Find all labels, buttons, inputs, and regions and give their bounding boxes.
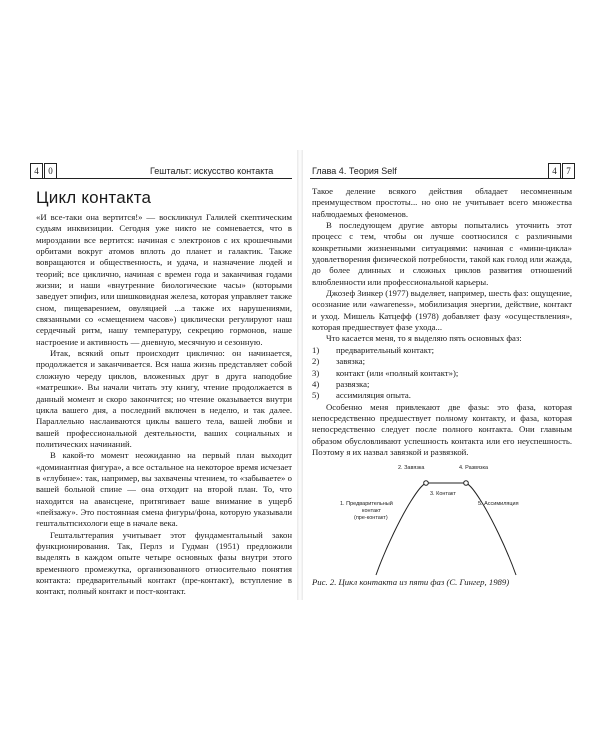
section-title: Цикл контакта xyxy=(36,188,152,207)
header-rule xyxy=(30,178,292,179)
list-item: 4) развязка; xyxy=(312,378,370,389)
phase-list xyxy=(312,345,572,402)
paragraph: Джозеф Зинкер (1977) выделяет, например, шесть фаз: ощущение, осознание или «awareness», мобилизация энергии, действие, контакт и уход. Мишель Катцефф (1978) добавляет фазу «осуществления», которая предшествует фазе ухода... xyxy=(312,288,572,333)
running-head: Глава 4. Теория Self xyxy=(312,166,397,176)
label-kontakt: 3. Контакт xyxy=(430,491,456,497)
list-item: 5) ассимиляция опыта. xyxy=(312,390,411,401)
paragraph: «И все-таки она вертится!» — воскликнул Галилей скептическим судьям инквизиции. Сегодня уже никто не сомневается, что в мироздании все вертится: начиная с электронов с их крошечными орбитами вокруг атомов вплоть до планет и галактик. Также вовращаются и общественность, и удача, и назначение людей и теорий; все циклично, начиная с времен года и заканчивая годами жизни; и наши «внутренние биологические часы» (которыми заведует эпифиз, или шишковидная железа, которая управляет также сном, пищеварением, овуляцией ...а также их нарушениями, связанными со «смещением часов») циклически регулируют наш сердечный ритм, нашу температуру, секрецию гормонов, наше настроение и активность — дневную, месячную и сезонную. xyxy=(36,212,292,347)
page-number: 4 0 xyxy=(30,163,58,179)
body-text xyxy=(36,212,292,598)
node-razvyazka xyxy=(464,481,469,486)
list-item: 3) контакт (или «полный контакт»); xyxy=(312,367,459,378)
list-item: 1) предварительный контакт; xyxy=(312,344,435,355)
label-precontact: контакт xyxy=(362,508,382,514)
paragraph: В какой-то момент неожиданно на первый план выходит «доминантная фигура», а все остальное на некоторое время исчезает в «глубине»: так, например, вы захвачены чтением, то «забываете» о вашей больной спине — она отходит на второй план. То, что находится на авансцене, притягивает ваше внимание в ущерб «пейзажу». Это постоянная смена фигуры/фона, которую указывали гештальтпсихологи еще в начале века. xyxy=(36,450,292,529)
paragraph: Итак, всякий опыт происходит циклично: он начинается, продолжается и заканчивается. Вся наша жизнь представляет собой сложную череду циклов, вложенных друг в друга наподобие «матрешки». Вы начали читать эту книгу, чтение продолжается в данный момент и скоро закончится; но чтение оказывается внутри цикла вашего дня, а последний включен в неделю, и так далее. Параллельно наслаиваются циклы вашего тела, вашей любви и вашей профессиональной деятельности, ваших социальных и политических начинаний. xyxy=(36,348,292,449)
paragraph: Гештальттерапия учитывает этот фундаментальный закон функционирования. Так, Перлз и Гудман (1951) предложили выделять в каждом опыте четыре основных фазы внутри этого временного промежутка, организованного относительно понятия контакта: предварительный контакт (пре-контакт), вступление в контакт, полный контакт и пост-контакт. xyxy=(36,529,292,597)
label-assimilation: 5. Ассимиляция xyxy=(478,501,519,507)
label-razvyazka: 4. Развязка xyxy=(459,465,489,471)
list-item: 2) завязка; xyxy=(312,356,366,367)
running-head: Гештальт: искусство контакта xyxy=(150,166,274,176)
body-text xyxy=(312,186,572,458)
contact-cycle-figure xyxy=(326,457,566,577)
label-precontact: (пре-контакт) xyxy=(354,515,388,521)
paragraph: Такое деление всякого действия обладает несомненным преимуществом простоты... но оно не учитывает всего множества наблюдаемых феноменов. xyxy=(312,186,572,219)
label-precontact: 1. Предварительный xyxy=(340,501,393,507)
right-page xyxy=(300,0,600,750)
header-rule xyxy=(310,178,572,179)
figure-caption: Рис. 2. Цикл контакта из пяти фаз (С. Гингер, 1989) xyxy=(312,577,510,587)
paragraph: Что касается меня, то я выделяю пять основных фаз: xyxy=(326,333,522,344)
paragraph: В последующем другие авторы попытались уточнить этот процесс с тем, чтобы он лучше соотносился с различными конкретными жизненными ситуациями: начиная с «мини-цикла» удовлетворения физической потребности, такой как голод или жажда, до более длинных и сложных циклов развития отношений влюбленности или профессиональной карьеры. xyxy=(312,220,572,287)
label-zavyazka: 2. Завязка xyxy=(398,465,425,471)
paragraph: Особенно меня привлекают две фазы: это фаза, которая непосредственно предшествует полному контакту, и фаза, которая непосредственно следует после полного контакта. Они главным образом обусловливают успешность контакта или его неуспешность. Поэтому я их назвал завязкой и развязкой. xyxy=(312,401,572,457)
page-number: 4 7 xyxy=(548,163,576,179)
node-zavyazka xyxy=(424,481,429,486)
